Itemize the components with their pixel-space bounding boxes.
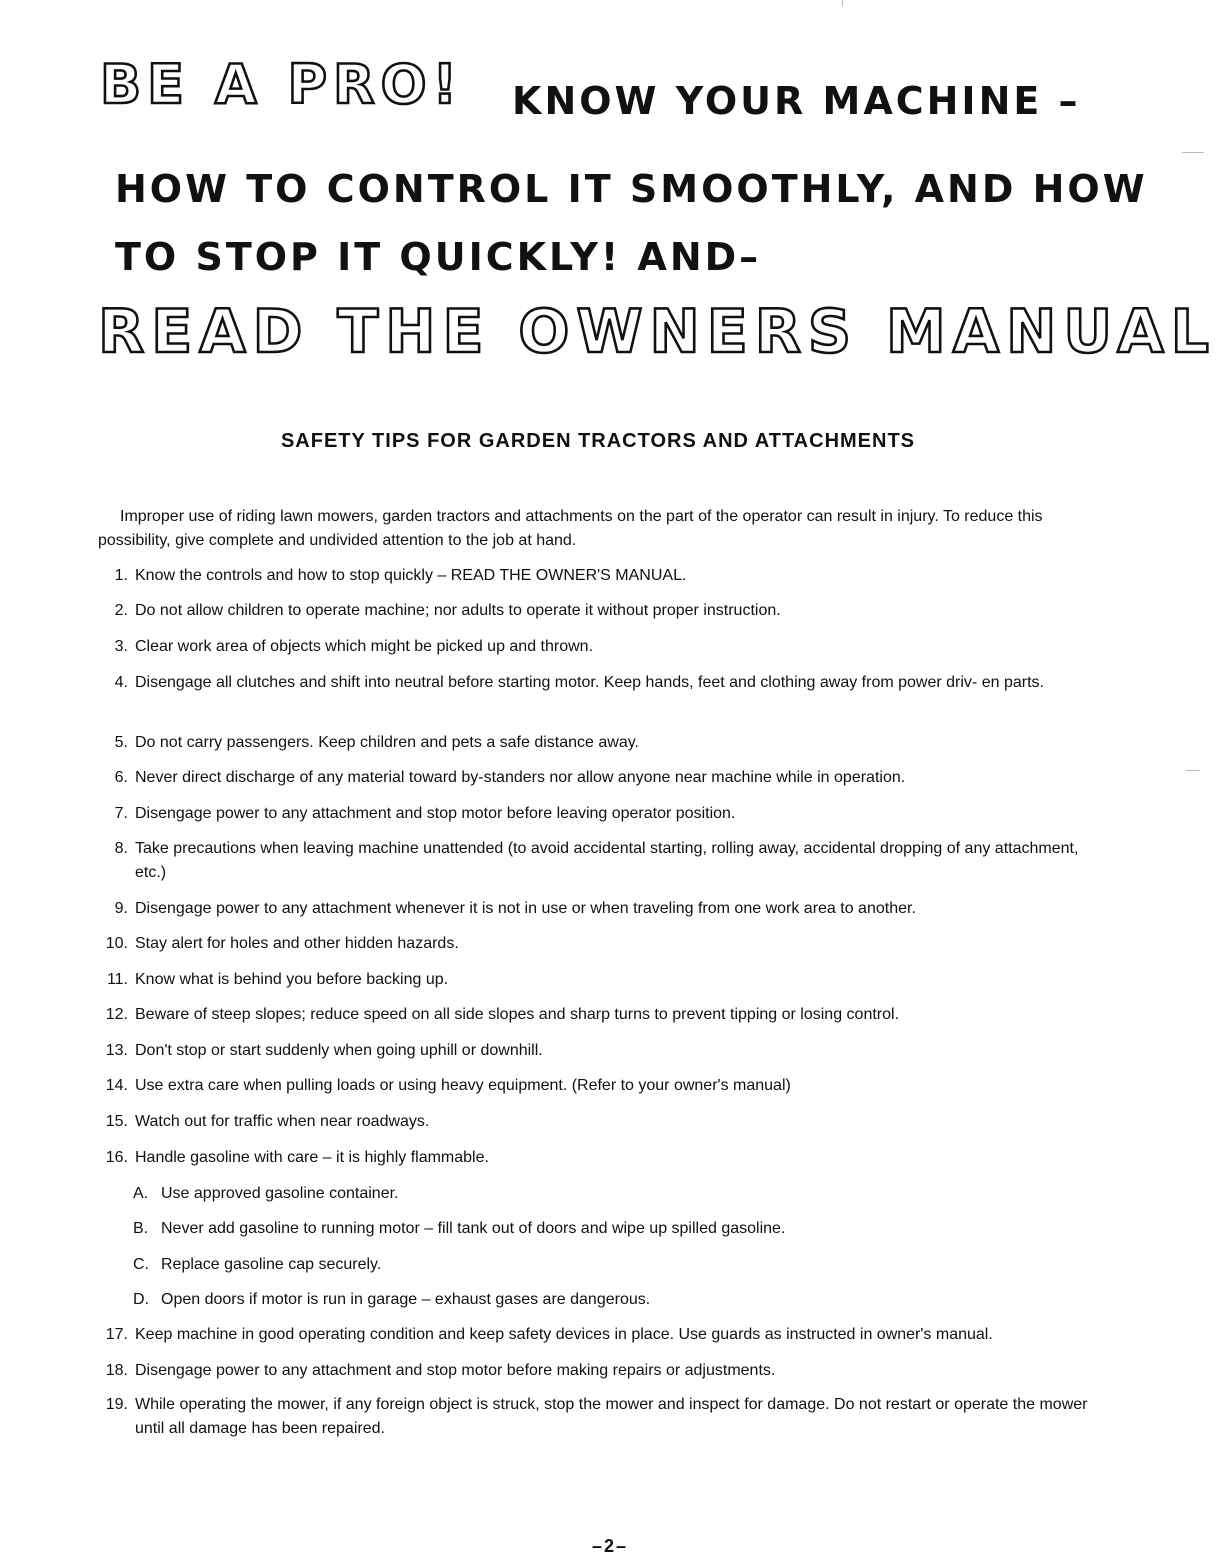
list-item <box>114 671 1110 695</box>
list-item <box>105 1359 1110 1383</box>
item-number: 9. <box>114 900 128 917</box>
list-item <box>114 635 1110 659</box>
list-item <box>105 1323 1110 1347</box>
list-item <box>114 731 1110 755</box>
item-number: 5. <box>114 734 128 751</box>
item-number: 2. <box>114 602 128 619</box>
item-number: 13. <box>105 1042 128 1059</box>
item-text: Don't stop or start suddenly when going uphill or downhill. <box>135 1042 543 1059</box>
be-a-pro-headline: BE A PRO! <box>100 53 464 116</box>
item-text: Disengage power to any attachment whenever it is not in use or when traveling from one work area to another. <box>135 900 916 917</box>
section-title: SAFETY TIPS FOR GARDEN TRACTORS AND ATTACHMENTS <box>280 430 916 452</box>
item-number: 7. <box>114 805 128 822</box>
item-number: 18. <box>105 1362 128 1379</box>
list-item <box>114 802 1110 826</box>
sub-list-item <box>133 1288 1106 1312</box>
sub-item-text: Open doors if motor is run in garage – exhaust gases are dangerous. <box>161 1291 651 1308</box>
item-text: Handle gasoline with care – it is highly flammable. <box>135 1149 489 1166</box>
item-text: Take precautions when leaving machine unattended (to avoid accidental starting, rolling away, accidental dropping of any attachment, etc.) <box>135 840 1079 881</box>
sub-item-letter: B. <box>133 1220 149 1237</box>
list-item <box>106 968 1110 992</box>
item-number: 10. <box>105 935 128 952</box>
item-text: Do not allow children to operate machine; nor adults to operate it without proper instruction. <box>135 602 781 619</box>
sub-item-letter: C. <box>133 1256 149 1273</box>
list-item <box>105 1393 1110 1441</box>
list-item <box>105 1110 1110 1134</box>
item-number: 11. <box>106 971 128 988</box>
item-number: 14. <box>105 1077 128 1094</box>
item-number: 16. <box>105 1149 128 1166</box>
sub-item-text: Never add gasoline to running motor – fill tank out of doors and wipe up spilled gasoline. <box>161 1220 786 1237</box>
page-number: –2– <box>591 1536 629 1556</box>
item-text: Disengage power to any attachment and stop motor before leaving operator position. <box>135 805 736 822</box>
item-text: Use extra care when pulling loads or using heavy equipment. (Refer to your owner's manual) <box>135 1077 791 1094</box>
item-text: Beware of steep slopes; reduce speed on all side slopes and sharp turns to prevent tipping or losing control. <box>135 1006 900 1023</box>
list-item <box>105 1003 1110 1027</box>
item-number: 6. <box>114 769 128 786</box>
list-item <box>105 1074 1110 1098</box>
list-item <box>114 599 1110 623</box>
item-number: 1. <box>114 567 128 584</box>
list-item <box>114 897 1110 921</box>
control-smoothly-headline: HOW TO CONTROL IT SMOOTHLY, AND HOW <box>115 167 1148 211</box>
item-number: 3. <box>114 638 128 655</box>
item-text: Clear work area of objects which might be picked up and thrown. <box>135 638 594 655</box>
intro-paragraph: Improper use of riding lawn mowers, garden tractors and attachments on the part of the operator can result in injury. To reduce this possibility, give complete and undivided attention to the job at hand. <box>98 508 1043 549</box>
item-text: Disengage all clutches and shift into neutral before starting motor. Keep hands, feet and clothing away from power driv- en parts. <box>135 674 1044 691</box>
list-item <box>105 1039 1110 1063</box>
sub-list-item <box>133 1182 1106 1206</box>
item-number: 15. <box>105 1113 128 1130</box>
sub-item-letter: A. <box>133 1185 149 1202</box>
item-text: While operating the mower, if any foreign object is struck, stop the mower and inspect for damage. Do not restart or operate the mower until all damage has been repaired. <box>135 1396 1088 1437</box>
item-text: Know the controls and how to stop quickly – READ THE OWNER'S MANUAL. <box>135 567 687 584</box>
item-text: Disengage power to any attachment and stop motor before making repairs or adjustments. <box>135 1362 776 1379</box>
scan-speck <box>842 0 843 6</box>
item-text: Do not carry passengers. Keep children and pets a safe distance away. <box>135 734 639 751</box>
sub-item-text: Replace gasoline cap securely. <box>161 1256 382 1273</box>
item-text: Know what is behind you before backing up. <box>135 971 449 988</box>
sub-list-item <box>133 1217 1106 1241</box>
item-text: Stay alert for holes and other hidden hazards. <box>135 935 459 952</box>
item-number: 8. <box>114 840 128 857</box>
scan-speck <box>1182 152 1204 153</box>
list-item <box>114 837 1110 885</box>
list-item <box>114 564 1110 588</box>
list-item <box>105 1146 1110 1170</box>
scan-speck <box>1186 770 1200 771</box>
sub-list-item <box>133 1253 1106 1277</box>
know-your-machine-headline: KNOW YOUR MACHINE – <box>512 79 1081 123</box>
item-number: 19. <box>105 1396 128 1413</box>
item-number: 12. <box>105 1006 128 1023</box>
list-item <box>105 932 1110 956</box>
list-item <box>114 766 1110 790</box>
item-text: Keep machine in good operating condition and keep safety devices in place. Use guards as instructed in owner's manual. <box>135 1326 993 1343</box>
item-number: 4. <box>114 674 128 691</box>
sub-item-letter: D. <box>133 1291 149 1308</box>
sub-item-text: Use approved gasoline container. <box>161 1185 399 1202</box>
item-text: Watch out for traffic when near roadways. <box>135 1113 430 1130</box>
item-text: Never direct discharge of any material toward by-standers nor allow anyone near machine while in operation. <box>135 769 906 786</box>
read-owners-manual-headline: READ THE OWNERS MANUAL <box>98 297 1216 367</box>
stop-quickly-headline: TO STOP IT QUICKLY! AND– <box>115 235 762 279</box>
item-number: 17. <box>105 1326 128 1343</box>
